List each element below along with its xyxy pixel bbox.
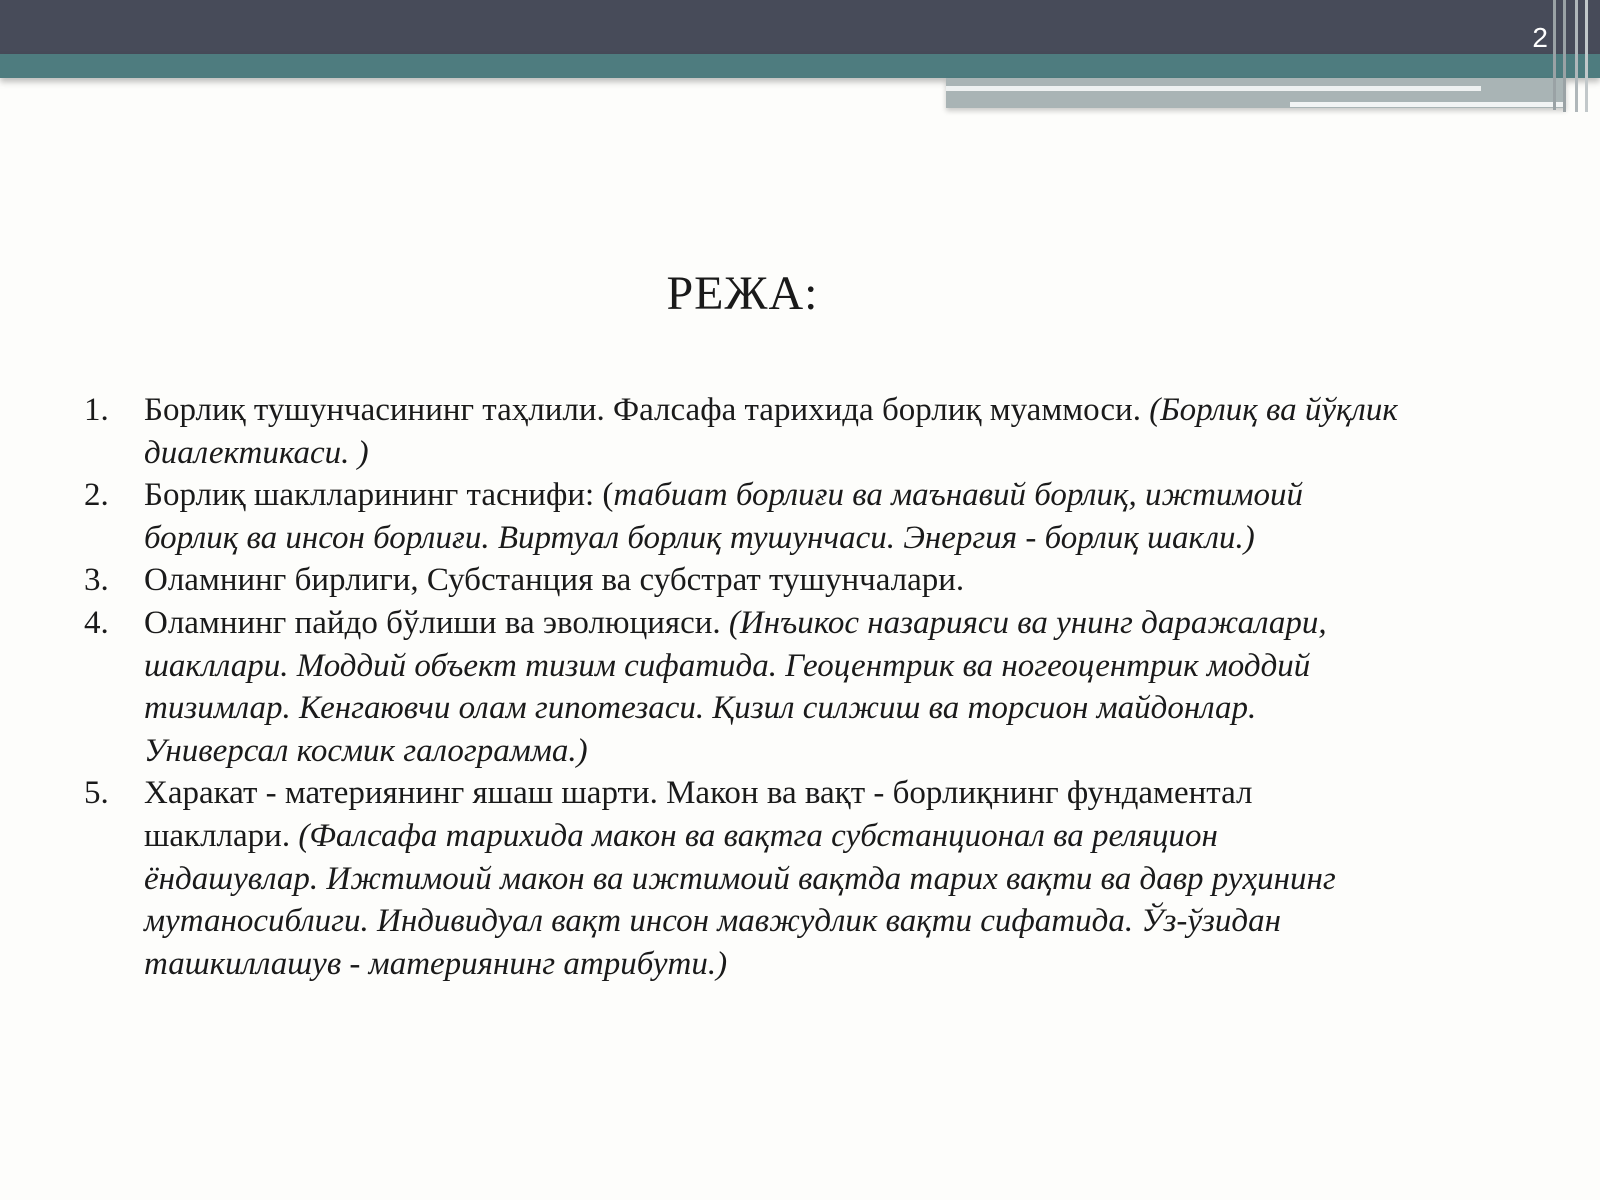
header-vertical-stripe <box>1553 0 1556 110</box>
list-item-italic-text: (Борлиқ ва йўқлик диалектикаси. ) <box>144 392 1398 471</box>
list-item-number: 4. <box>84 604 109 641</box>
slide-title: РЕЖА: <box>666 267 819 320</box>
list-item-number: 2. <box>84 477 109 514</box>
header-teal-bar <box>0 54 1600 78</box>
list-item-number: 3. <box>84 562 109 599</box>
list-item-text: Оламнинг бирлиги, Субстанция ва субстрат тушунчалари. <box>144 562 965 599</box>
list-item <box>80 389 1400 474</box>
list-item <box>80 559 1400 602</box>
list-item-text: Борлиқ тушунчасининг таҳлили. Фалсафа тарихида борлиқ муаммоси. <box>144 392 1150 428</box>
header-dark-bar <box>0 0 1600 54</box>
list-item-italic-text: (Инъикос назарияси ва унинг даражалари, шакллари. Моддий объект тизим сифатида. Геоцентрик ва ногеоцентрик моддий тизимлар. Кенгаювчи олам гипотезаси. Қизил силжиш ва торсион майдонлар. Универсал космик галограмма.) <box>144 604 1327 769</box>
list-item-italic-text: (Фалсафа тарихида макон ва вақтга субстанционал ва реляцион ёндашувлар. Ижтимоий макон ва ижтимоий вақтда тарих вақти ва давр руҳининг мутаносиблиги. Индивидуал вақт инсон мавжудлик вақти сифатида. Ўз-ўзидан ташкиллашув - материянинг атрибути.) <box>144 817 1336 982</box>
list-item-text: Борлиқ шаклларининг таснифи: ( <box>144 477 614 514</box>
list-item-number: 1. <box>84 392 109 428</box>
list-item <box>80 602 1400 772</box>
header-vertical-stripe <box>1563 0 1566 112</box>
list-item <box>80 474 1400 559</box>
header-vertical-stripe <box>1575 0 1578 112</box>
list-item-text: Оламнинг пайдо бўлиши ва эволюцияси. <box>144 604 729 641</box>
header-accent-line <box>1290 102 1566 107</box>
list-item <box>80 772 1400 985</box>
page-number: 2 <box>1532 22 1548 53</box>
list-item-italic-text: табиат борлиғи ва маънавий борлиқ, ижтимоий борлиқ ва инсон борлиғи. Виртуал борлиқ тушунчаси. Энергия - борлиқ шакли.) <box>144 477 1304 556</box>
header-accent-line <box>946 86 1481 91</box>
list-item-number: 5. <box>84 775 109 812</box>
list-item-text: Харакат - материянинг яшаш шарти. Макон ва вақт - борлиқнинг фундаментал шакллари. <box>144 775 1253 854</box>
header-vertical-stripe <box>1585 0 1588 112</box>
plan-list <box>80 389 1400 985</box>
